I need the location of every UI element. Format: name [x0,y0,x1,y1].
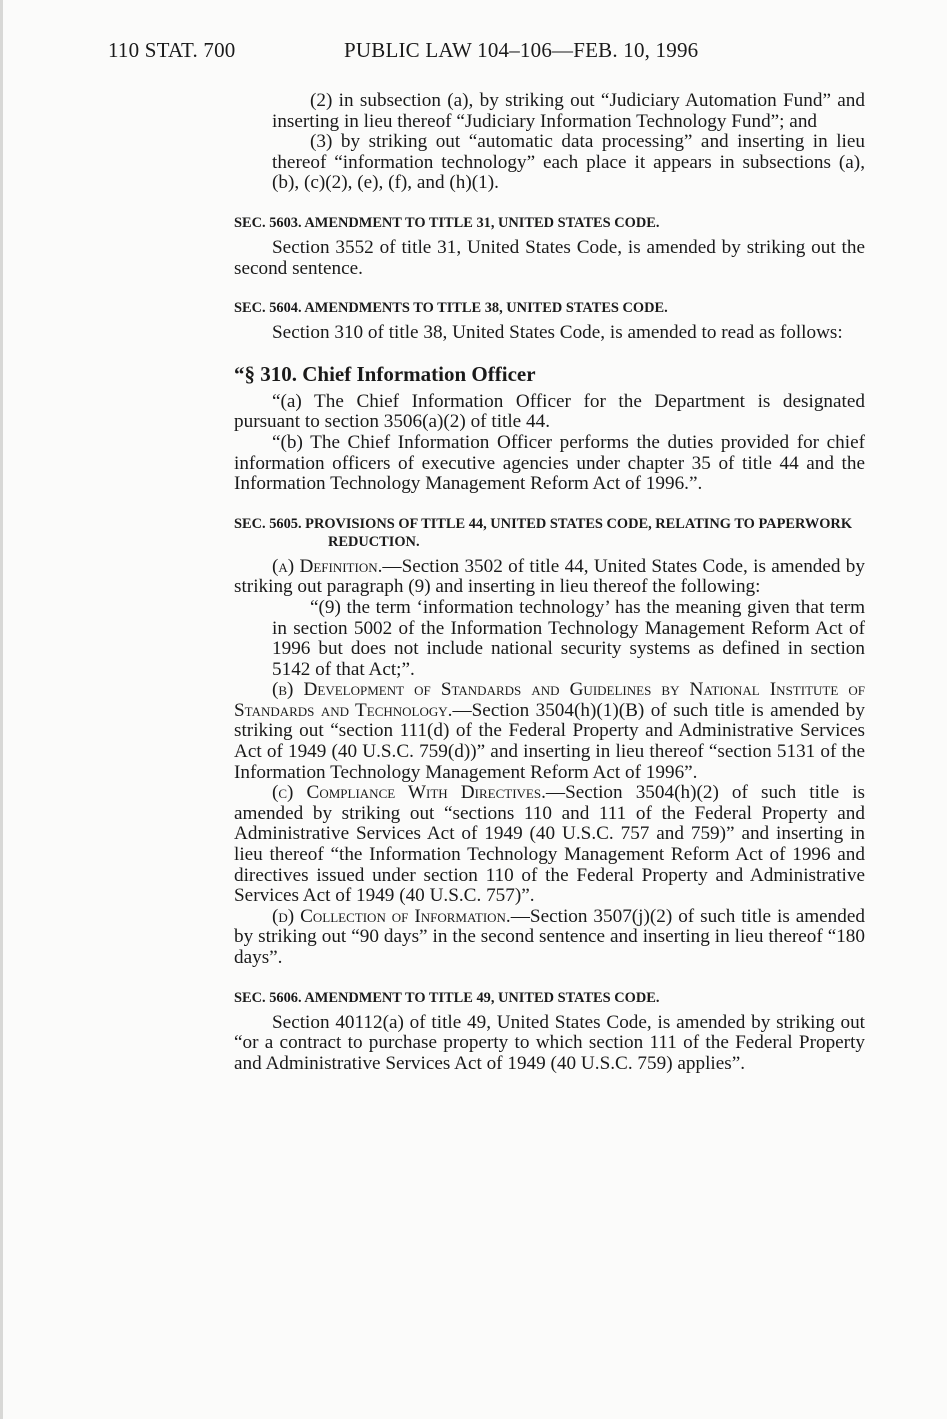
sec-5605-b-text: —Section 3504(h)(1)(B) of such title is amended by striking out “section 111(d) of the Federal Property and Administrative Services Act of 1949 (40 U.S.C. 759(d))” and inserting in lieu thereof “section 5131 of the Information Technology Management Reform Act of 1996”. [234,699,865,783]
section-310-b: “(b) The Chief Information Officer performs the duties provided for chief information officers of executive agencies under chapter 35 of title 44 and the Information Technology Management Reform Act of 1996.”. [234,431,865,495]
sec-5603-heading: SEC. 5603. AMENDMENT TO TITLE 31, UNITED STATES CODE. [234,214,660,231]
sec-5605-b-label: (b) Development of Standards and Guidelines by National Institute of Standards and Technology. [234,679,865,721]
sec-5604-text: Section 310 of title 38, United States Code, is amended to read as follows: [272,322,843,344]
section-310-title: “§ 310. Chief Information Officer [234,361,536,386]
sec-5605-c-label: (c) Compliance With Directives. [272,782,546,804]
sec-5606-text: Section 40112(a) of title 49, United States Code, is amended by striking out “or a contract to purchase property to which section 111 of the Federal Property and Administrative Services Act of 1949 (40 U.S.C. 759) applies”. [234,1011,865,1074]
page-id: 110 STAT. 700 [108,38,236,62]
sec-5605-b [234,680,865,783]
sec-5605-c-text: —Section 3504(h)(2) of such title is amended by striking out “sections 110 and 111 of the Federal Property and Administrative Services Act of 1949 (40 U.S.C. 757 and 759)” and inserting in lieu thereof “the Information Technology Management Reform Act of 1996 and directives issued under section 110 of the Federal Property and Administrative Services Act of 1949 (40 U.S.C. 757)”. [234,782,865,907]
page-edge [0,0,3,1419]
sec-5604-heading: SEC. 5604. AMENDMENTS TO TITLE 38, UNITED STATES CODE. [234,300,668,317]
sec-5605-c [234,783,865,907]
section-310-a: “(a) The Chief Information Officer for the Department is designated pursuant to section 3506(a)(2) of title 44. [234,390,865,433]
page-body [234,91,865,1074]
item-3: (3) by striking out “automatic data processing” and inserting in lieu thereof “information technology” each place it appears in subsections (a), (b), (c)(2), (e), (f), and (h)(1). [272,131,865,194]
running-title: PUBLIC LAW 104–106—FEB. 10, 1996 [344,38,699,62]
page-header [108,38,868,68]
sec-5605-d-label: (d) Collection of Information. [272,905,511,927]
sec-5605-heading: SEC. 5605. PROVISIONS OF TITLE 44, UNITED STATES CODE, RELATING TO PAPERWORK REDUCTION. [234,515,853,550]
sec-5603-text: Section 3552 of title 31, United States Code, is amended by striking out the second sentence. [234,236,865,279]
sec-5606-heading: SEC. 5606. AMENDMENT TO TITLE 49, UNITED STATES CODE. [234,989,660,1006]
sec-5605-a-label: (a) Definition. [272,555,383,577]
sec-5605-a [234,557,865,598]
sec-5605-a-quote: “(9) the term ‘information technology’ has the meaning given that term in section 5002 of the Information Technology Management Reform Act of 1996 but does not include national security systems as defined in section 5142 of that Act;”. [272,596,865,680]
item-2: (2) in subsection (a), by striking out “Judiciary Automation Fund” and inserting in lieu thereof “Judiciary Information Technology Fund”; and [272,90,865,132]
sec-5605-a-text: —Section 3502 of title 44, United States Code, is amended by striking out paragraph (9) and inserting in lieu thereof the following: [234,555,865,598]
sec-5605-d [234,907,865,969]
sec-5605-d-text: —Section 3507(j)(2) of such title is amended by striking out “90 days” in the second sentence and inserting in lieu thereof “180 days”. [234,905,865,968]
